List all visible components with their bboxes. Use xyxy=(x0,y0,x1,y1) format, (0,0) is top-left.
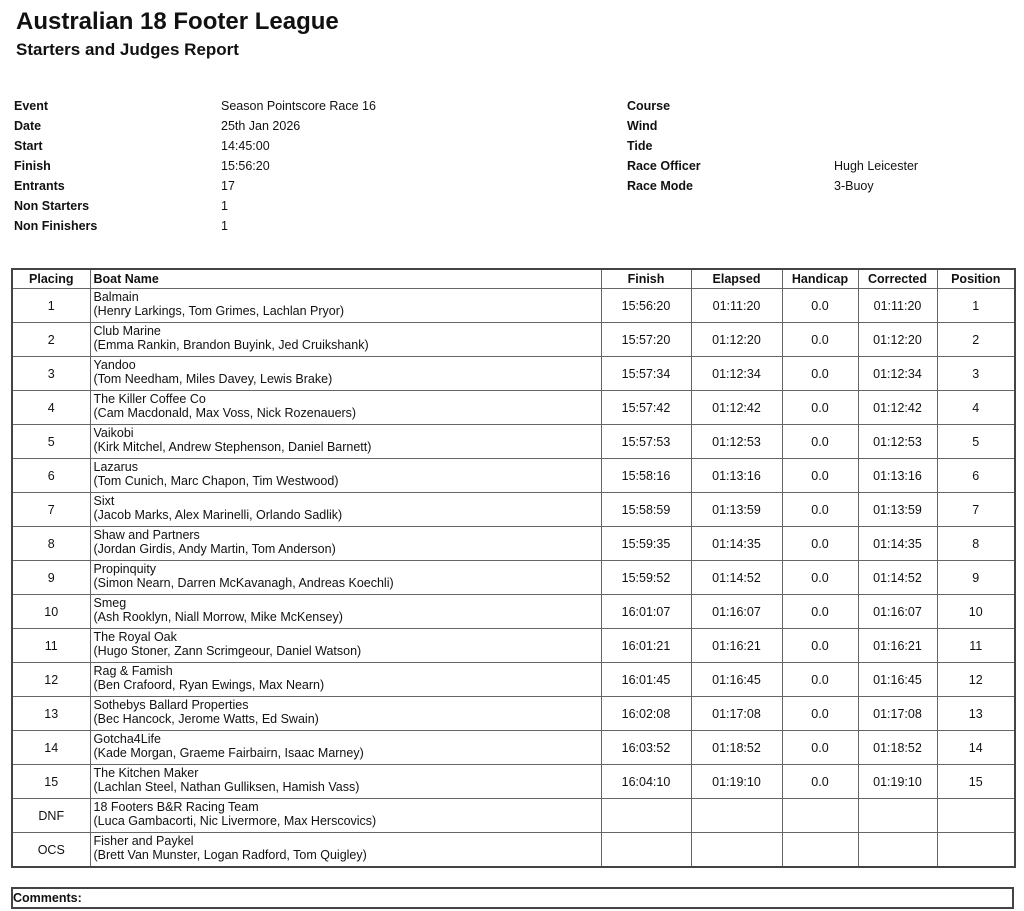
elapsed-cell xyxy=(691,799,782,833)
corrected-cell: 01:17:08 xyxy=(858,697,937,731)
results-table xyxy=(11,268,1016,868)
label-non-finishers: Non Finishers xyxy=(14,219,98,233)
boat-cell xyxy=(90,731,601,765)
col-header-handicap: Handicap xyxy=(782,269,858,289)
finish-cell: 15:59:35 xyxy=(601,527,691,561)
position-cell: 12 xyxy=(937,663,1015,697)
position-cell: 11 xyxy=(937,629,1015,663)
table-row xyxy=(12,561,1015,595)
crew-names: (Emma Rankin, Brandon Buyink, Jed Cruikshank) xyxy=(93,338,369,352)
boat-name: The Royal Oak xyxy=(93,630,177,644)
table-row xyxy=(12,663,1015,697)
boat-name: The Kitchen Maker xyxy=(93,766,199,780)
corrected-cell: 01:12:53 xyxy=(858,425,937,459)
handicap-cell: 0.0 xyxy=(782,765,858,799)
table-row xyxy=(12,459,1015,493)
table-row xyxy=(12,391,1015,425)
comments-label: Comments: xyxy=(13,891,82,905)
col-header-corrected: Corrected xyxy=(858,269,937,289)
event-info-right-labels xyxy=(627,96,701,196)
finish-cell: 16:01:21 xyxy=(601,629,691,663)
crew-names: (Brett Van Munster, Logan Radford, Tom Quigley) xyxy=(93,848,367,862)
elapsed-cell: 01:16:07 xyxy=(691,595,782,629)
label-course: Course xyxy=(627,99,671,113)
elapsed-cell: 01:14:35 xyxy=(691,527,782,561)
table-row xyxy=(12,833,1015,868)
placing-cell: 7 xyxy=(12,493,90,527)
crew-names: (Kade Morgan, Graeme Fairbairn, Isaac Marney) xyxy=(93,746,364,760)
crew-names: (Henry Larkings, Tom Grimes, Lachlan Pryor) xyxy=(93,304,345,318)
elapsed-cell xyxy=(691,833,782,868)
value-race-mode: 3-Buoy xyxy=(834,179,874,193)
boat-cell xyxy=(90,663,601,697)
elapsed-cell: 01:12:42 xyxy=(691,391,782,425)
value-course xyxy=(834,96,918,116)
corrected-cell: 01:18:52 xyxy=(858,731,937,765)
corrected-cell: 01:16:07 xyxy=(858,595,937,629)
placing-cell: DNF xyxy=(12,799,90,833)
position-cell: 8 xyxy=(937,527,1015,561)
boat-name: Sothebys Ballard Properties xyxy=(93,698,249,712)
table-row xyxy=(12,697,1015,731)
finish-cell: 15:58:59 xyxy=(601,493,691,527)
position-cell: 1 xyxy=(937,289,1015,323)
results-body xyxy=(12,289,1015,868)
boat-cell xyxy=(90,493,601,527)
elapsed-cell: 01:14:52 xyxy=(691,561,782,595)
handicap-cell: 0.0 xyxy=(782,391,858,425)
handicap-cell: 0.0 xyxy=(782,493,858,527)
table-header-row xyxy=(12,269,1015,289)
elapsed-cell: 01:12:20 xyxy=(691,323,782,357)
crew-names: (Cam Macdonald, Max Voss, Nick Rozenauers) xyxy=(93,406,357,420)
position-cell: 10 xyxy=(937,595,1015,629)
boat-name: Balmain xyxy=(93,290,139,304)
placing-cell: 8 xyxy=(12,527,90,561)
label-start: Start xyxy=(14,139,43,153)
event-info-left-values xyxy=(221,96,376,236)
crew-names: (Jacob Marks, Alex Marinelli, Orlando Sadlik) xyxy=(93,508,343,522)
position-cell: 15 xyxy=(937,765,1015,799)
elapsed-cell: 01:12:53 xyxy=(691,425,782,459)
value-start: 14:45:00 xyxy=(221,139,270,153)
table-row xyxy=(12,493,1015,527)
table-row xyxy=(12,425,1015,459)
placing-cell: 4 xyxy=(12,391,90,425)
finish-cell: 15:57:42 xyxy=(601,391,691,425)
position-cell: 14 xyxy=(937,731,1015,765)
placing-cell: 14 xyxy=(12,731,90,765)
position-cell xyxy=(937,833,1015,868)
corrected-cell xyxy=(858,833,937,868)
handicap-cell: 0.0 xyxy=(782,595,858,629)
boat-name: Gotcha4Life xyxy=(93,732,161,746)
elapsed-cell: 01:16:45 xyxy=(691,663,782,697)
label-race-mode: Race Mode xyxy=(627,179,693,193)
placing-cell: 6 xyxy=(12,459,90,493)
table-row xyxy=(12,323,1015,357)
boat-cell xyxy=(90,425,601,459)
value-race-officer: Hugh Leicester xyxy=(834,159,919,173)
boat-name: Propinquity xyxy=(93,562,157,576)
crew-names: (Simon Nearn, Darren McKavanagh, Andreas Koechli) xyxy=(93,576,394,590)
placing-cell: 10 xyxy=(12,595,90,629)
value-non-starters: 1 xyxy=(221,199,228,213)
crew-names: (Hugo Stoner, Zann Scrimgeour, Daniel Watson) xyxy=(93,644,362,658)
boat-cell xyxy=(90,697,601,731)
position-cell: 3 xyxy=(937,357,1015,391)
col-header-finish: Finish xyxy=(601,269,691,289)
boat-cell xyxy=(90,799,601,833)
crew-names: (Ben Crafoord, Ryan Ewings, Max Nearn) xyxy=(93,678,325,692)
finish-cell: 16:01:45 xyxy=(601,663,691,697)
table-row xyxy=(12,595,1015,629)
placing-cell: 13 xyxy=(12,697,90,731)
crew-names: (Bec Hancock, Jerome Watts, Ed Swain) xyxy=(93,712,319,726)
finish-cell: 16:04:10 xyxy=(601,765,691,799)
corrected-cell: 01:14:52 xyxy=(858,561,937,595)
elapsed-cell: 01:17:08 xyxy=(691,697,782,731)
table-row xyxy=(12,629,1015,663)
handicap-cell: 0.0 xyxy=(782,731,858,765)
crew-names: (Tom Needham, Miles Davey, Lewis Brake) xyxy=(93,372,333,386)
value-wind xyxy=(834,116,918,136)
label-wind: Wind xyxy=(627,119,658,133)
handicap-cell: 0.0 xyxy=(782,629,858,663)
position-cell: 7 xyxy=(937,493,1015,527)
boat-cell xyxy=(90,391,601,425)
boat-cell xyxy=(90,357,601,391)
event-info-left-labels xyxy=(14,96,97,236)
boat-cell xyxy=(90,323,601,357)
boat-name: Lazarus xyxy=(93,460,138,474)
value-non-finishers: 1 xyxy=(221,219,228,233)
corrected-cell: 01:12:34 xyxy=(858,357,937,391)
handicap-cell xyxy=(782,833,858,868)
corrected-cell: 01:12:20 xyxy=(858,323,937,357)
col-header-position: Position xyxy=(937,269,1015,289)
elapsed-cell: 01:18:52 xyxy=(691,731,782,765)
finish-cell: 15:57:34 xyxy=(601,357,691,391)
table-row xyxy=(12,289,1015,323)
crew-names: (Kirk Mitchel, Andrew Stephenson, Daniel Barnett) xyxy=(93,440,372,454)
position-cell: 5 xyxy=(937,425,1015,459)
finish-cell: 16:02:08 xyxy=(601,697,691,731)
boat-name: The Killer Coffee Co xyxy=(93,392,206,406)
placing-cell: 9 xyxy=(12,561,90,595)
label-finish: Finish xyxy=(14,159,51,173)
corrected-cell: 01:16:45 xyxy=(858,663,937,697)
elapsed-cell: 01:19:10 xyxy=(691,765,782,799)
finish-cell xyxy=(601,799,691,833)
label-race-officer: Race Officer xyxy=(627,159,701,173)
table-row xyxy=(12,357,1015,391)
corrected-cell: 01:11:20 xyxy=(858,289,937,323)
handicap-cell: 0.0 xyxy=(782,425,858,459)
boat-name: Sixt xyxy=(93,494,115,508)
placing-cell: OCS xyxy=(12,833,90,868)
handicap-cell: 0.0 xyxy=(782,663,858,697)
elapsed-cell: 01:11:20 xyxy=(691,289,782,323)
event-info-right-values xyxy=(834,96,918,196)
elapsed-cell: 01:16:21 xyxy=(691,629,782,663)
placing-cell: 11 xyxy=(12,629,90,663)
elapsed-cell: 01:12:34 xyxy=(691,357,782,391)
crew-names: (Luca Gambacorti, Nic Livermore, Max Herscovics) xyxy=(93,814,377,828)
finish-cell: 15:58:16 xyxy=(601,459,691,493)
value-tide xyxy=(834,136,918,156)
placing-cell: 5 xyxy=(12,425,90,459)
boat-name: 18 Footers B&R Racing Team xyxy=(93,800,259,814)
col-header-boat-name: Boat Name xyxy=(90,269,601,289)
elapsed-cell: 01:13:59 xyxy=(691,493,782,527)
handicap-cell: 0.0 xyxy=(782,289,858,323)
finish-cell: 15:56:20 xyxy=(601,289,691,323)
report-subtitle: Starters and Judges Report xyxy=(16,40,239,59)
position-cell: 13 xyxy=(937,697,1015,731)
corrected-cell: 01:13:16 xyxy=(858,459,937,493)
crew-names: (Ash Rooklyn, Niall Morrow, Mike McKensey) xyxy=(93,610,343,624)
elapsed-cell: 01:13:16 xyxy=(691,459,782,493)
position-cell: 9 xyxy=(937,561,1015,595)
corrected-cell: 01:14:35 xyxy=(858,527,937,561)
finish-cell: 16:03:52 xyxy=(601,731,691,765)
value-entrants: 17 xyxy=(221,179,235,193)
placing-cell: 2 xyxy=(12,323,90,357)
label-non-starters: Non Starters xyxy=(14,199,90,213)
handicap-cell: 0.0 xyxy=(782,697,858,731)
boat-name: Smeg xyxy=(93,596,127,610)
boat-cell xyxy=(90,765,601,799)
crew-names: (Jordan Girdis, Andy Martin, Tom Anderson) xyxy=(93,542,336,556)
boat-name: Club Marine xyxy=(93,324,161,338)
handicap-cell: 0.0 xyxy=(782,459,858,493)
finish-cell: 16:01:07 xyxy=(601,595,691,629)
placing-cell: 3 xyxy=(12,357,90,391)
corrected-cell: 01:19:10 xyxy=(858,765,937,799)
boat-cell xyxy=(90,561,601,595)
label-event: Event xyxy=(14,99,49,113)
handicap-cell: 0.0 xyxy=(782,527,858,561)
finish-cell: 15:59:52 xyxy=(601,561,691,595)
finish-cell xyxy=(601,833,691,868)
value-event: Season Pointscore Race 16 xyxy=(221,99,376,113)
crew-names: (Lachlan Steel, Nathan Gulliksen, Hamish Vass) xyxy=(93,780,360,794)
boat-name: Vaikobi xyxy=(93,426,134,440)
label-tide: Tide xyxy=(627,139,653,153)
corrected-cell xyxy=(858,799,937,833)
boat-cell xyxy=(90,595,601,629)
boat-cell xyxy=(90,289,601,323)
handicap-cell: 0.0 xyxy=(782,561,858,595)
label-entrants: Entrants xyxy=(14,179,65,193)
handicap-cell: 0.0 xyxy=(782,357,858,391)
label-date: Date xyxy=(14,119,42,133)
position-cell: 6 xyxy=(937,459,1015,493)
report-title: Australian 18 Footer League xyxy=(16,8,339,35)
corrected-cell: 01:13:59 xyxy=(858,493,937,527)
finish-cell: 15:57:20 xyxy=(601,323,691,357)
crew-names: (Tom Cunich, Marc Chapon, Tim Westwood) xyxy=(93,474,339,488)
boat-name: Yandoo xyxy=(93,358,136,372)
col-header-elapsed: Elapsed xyxy=(691,269,782,289)
boat-cell xyxy=(90,629,601,663)
placing-cell: 1 xyxy=(12,289,90,323)
position-cell: 2 xyxy=(937,323,1015,357)
boat-name: Fisher and Paykel xyxy=(93,834,194,848)
comments-box xyxy=(11,887,1014,909)
table-row xyxy=(12,527,1015,561)
corrected-cell: 01:16:21 xyxy=(858,629,937,663)
boat-cell xyxy=(90,833,601,868)
table-row xyxy=(12,731,1015,765)
col-header-placing: Placing xyxy=(12,269,90,289)
position-cell: 4 xyxy=(937,391,1015,425)
placing-cell: 12 xyxy=(12,663,90,697)
corrected-cell: 01:12:42 xyxy=(858,391,937,425)
table-row xyxy=(12,799,1015,833)
handicap-cell: 0.0 xyxy=(782,323,858,357)
finish-cell: 15:57:53 xyxy=(601,425,691,459)
value-date: 25th Jan 2026 xyxy=(221,119,301,133)
boat-name: Rag & Famish xyxy=(93,664,173,678)
table-row xyxy=(12,765,1015,799)
handicap-cell xyxy=(782,799,858,833)
placing-cell: 15 xyxy=(12,765,90,799)
boat-name: Shaw and Partners xyxy=(93,528,200,542)
boat-cell xyxy=(90,459,601,493)
value-finish: 15:56:20 xyxy=(221,159,270,173)
boat-cell xyxy=(90,527,601,561)
position-cell xyxy=(937,799,1015,833)
